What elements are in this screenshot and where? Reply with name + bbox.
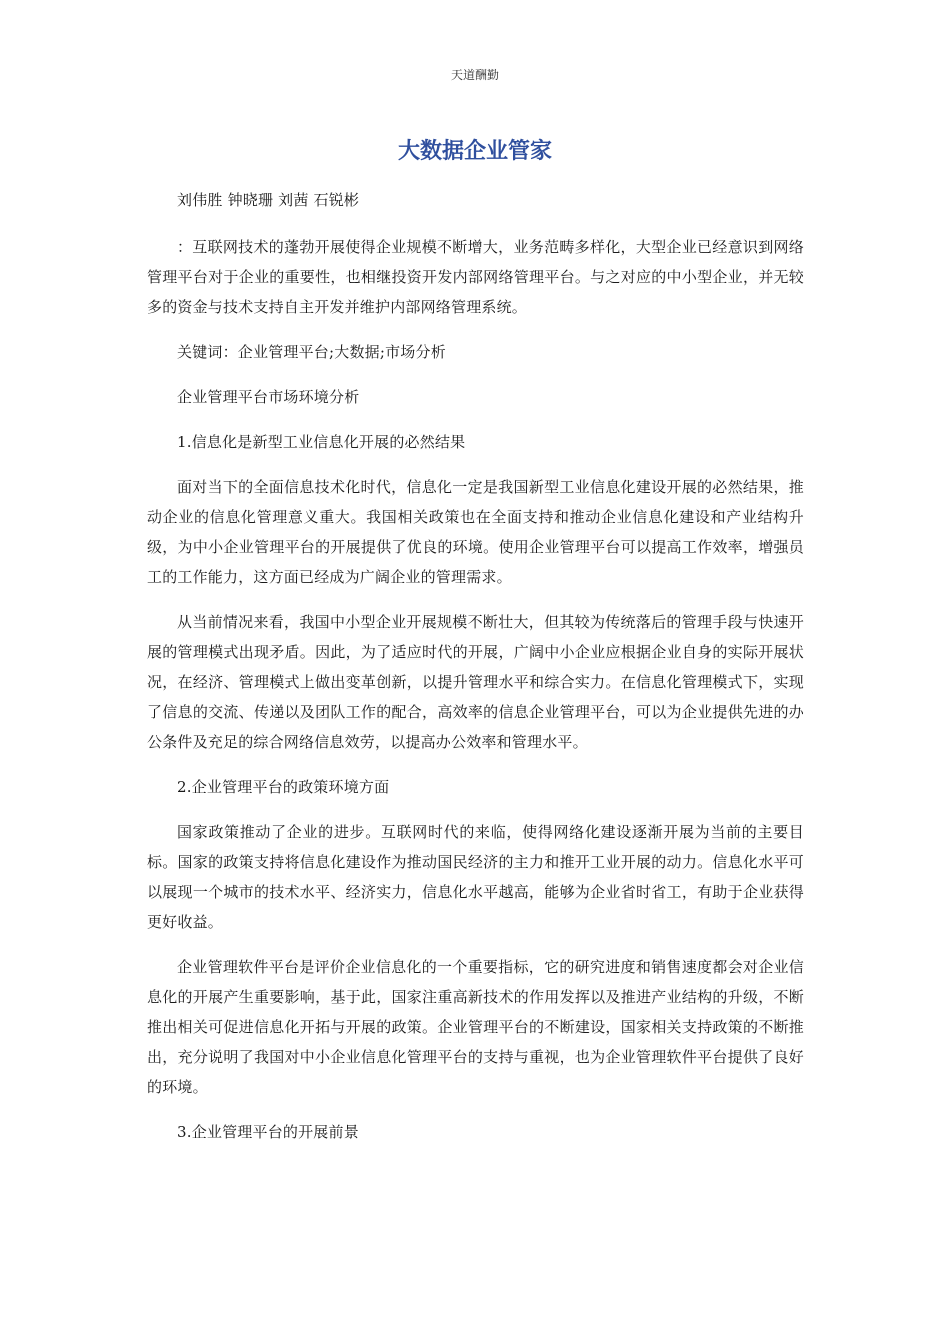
body-paragraph: 国家政策推动了企业的进步。互联网时代的来临，使得网络化建设逐渐开展为当前的主要目标。国家的政策支持将信息化建设作为推动国民经济的主力和推开工业开展的动力。信息化水平可以展现一个城市的技术水平、经济实力，信息化水平越高，能够为企业省时省工，有助于企业获得更好收益。 xyxy=(147,823,804,931)
section-heading: 企业管理平台市场环境分析 xyxy=(177,388,360,406)
body-paragraph: 从当前情况来看，我国中小型企业开展规模不断壮大，但其较为传统落后的管理手段与快速开展的管理模式出现矛盾。因此，为了适应时代的开展，广阔中小企业应根据企业自身的实际开展状况，在经济、管理模式上做出变革创新，以提升管理水平和综合实力。在信息化管理模式下，实现了信息的交流、传递以及团队工作的配合，高效率的信息企业管理平台，可以为企业提供先进的办公条件及充足的综合网络信息效劳，以提高办公效率和管理水平。 xyxy=(147,613,804,751)
header-note: 天道酬勤 xyxy=(450,68,499,82)
subsection-heading-3: 3.企业管理平台的开展前景 xyxy=(177,1123,359,1141)
abstract-paragraph: ：互联网技术的蓬勃开展使得企业规模不断增大，业务范畴多样化，大型企业已经意识到网络管理平台对于企业的重要性，也相继投资开发内部网络管理平台。与之对应的中小型企业，并无较多的资金与技术支持自主开发并维护内部网络管理系统。 xyxy=(147,238,804,316)
author-line: 刘伟胜 钟晓珊 刘茜 石锐彬 xyxy=(177,191,360,209)
keywords-line: 关键词：企业管理平台;大数据;市场分析 xyxy=(177,343,446,361)
document-title: 大数据企业管家 xyxy=(397,139,552,164)
subsection-heading-2: 2.企业管理平台的政策环境方面 xyxy=(177,778,390,796)
body-paragraph: 面对当下的全面信息技术化时代，信息化一定是我国新型工业信息化建设开展的必然结果，推动企业的信息化管理意义重大。我国相关政策也在全面支持和推动企业信息化建设和产业结构升级，为中小企业管理平台的开展提供了优良的环境。使用企业管理平台可以提高工作效率，增强员工的工作能力，这方面已经成为广阔企业的管理需求。 xyxy=(147,478,804,586)
document-body xyxy=(147,185,804,1162)
body-paragraph: 企业管理软件平台是评价企业信息化的一个重要指标，它的研究进度和销售速度都会对企业信息化的开展产生重要影响，基于此，国家注重高新技术的作用发挥以及推进产业结构的升级，不断推出相关可促进信息化开拓与开展的政策。企业管理平台的不断建设，国家相关支持政策的不断推出，充分说明了我国对中小企业信息化管理平台的支持与重视，也为企业管理软件平台提供了良好的环境。 xyxy=(147,958,804,1096)
subsection-heading-1: 1.信息化是新型工业信息化开展的必然结果 xyxy=(177,433,466,451)
